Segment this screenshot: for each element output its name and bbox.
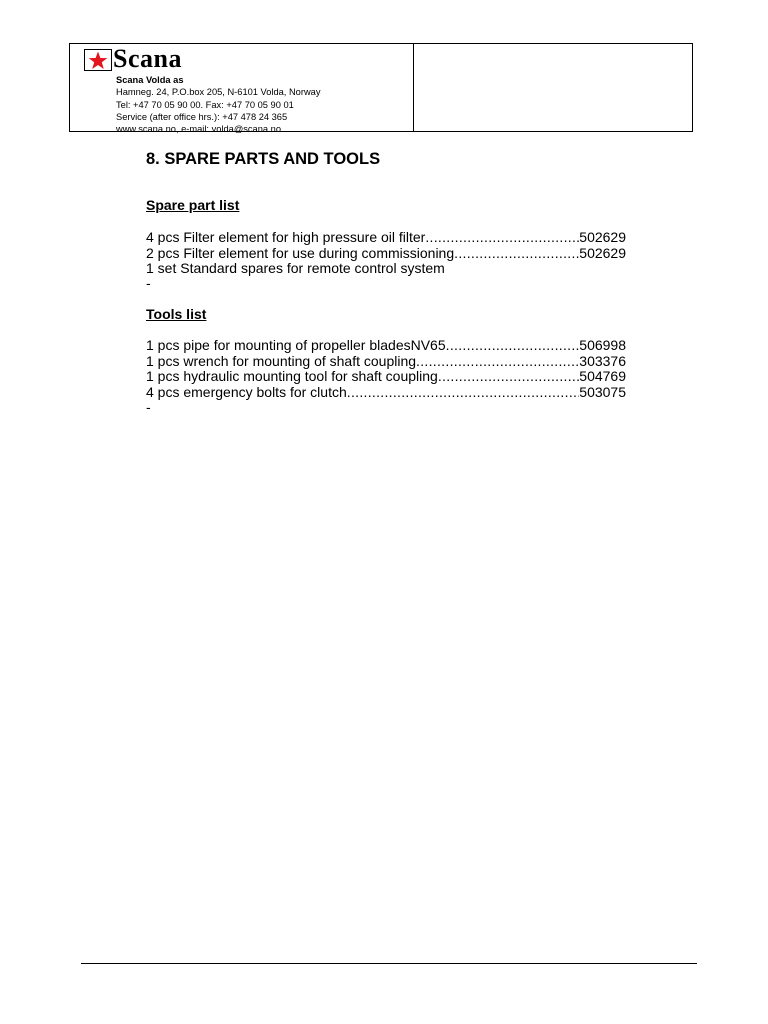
address-line: Hamneg. 24, P.O.box 205, N-6101 Volda, Norway bbox=[116, 87, 321, 98]
item-part-number: 502629 bbox=[579, 229, 626, 245]
letterhead-company-cell bbox=[70, 44, 414, 135]
list-item bbox=[146, 261, 626, 277]
item-description: 2 pcs Filter element for use during commissioning bbox=[146, 244, 455, 261]
list-item bbox=[146, 385, 626, 401]
scana-logo bbox=[84, 46, 182, 72]
logo-star-box bbox=[84, 49, 112, 71]
tools-list bbox=[146, 338, 626, 400]
item-part-number: 506998 bbox=[579, 337, 626, 353]
leader-dots bbox=[416, 354, 579, 370]
web-email-line: www.scana.no, e-mail: volda@scana.no bbox=[116, 124, 281, 135]
list-item bbox=[146, 369, 626, 385]
spare-part-list bbox=[146, 230, 626, 277]
footer-divider bbox=[81, 963, 697, 964]
company-name: Scana Volda as bbox=[116, 75, 184, 85]
item-part-number: 502629 bbox=[579, 244, 626, 261]
list-item bbox=[146, 246, 626, 262]
tools-list-trailing-dash: - bbox=[146, 399, 151, 415]
letterhead bbox=[69, 43, 693, 135]
item-description: 1 pcs pipe for mounting of propeller bladesNV65 bbox=[146, 337, 446, 353]
list-item bbox=[146, 338, 626, 354]
star-icon bbox=[88, 51, 108, 70]
phone-line: Tel: +47 70 05 90 00. Fax: +47 70 05 90 01 bbox=[116, 99, 294, 110]
leader-dots bbox=[438, 369, 579, 385]
tools-list-heading: Tools list bbox=[146, 306, 207, 322]
item-part-number: 504769 bbox=[579, 368, 626, 385]
leader-dots bbox=[347, 385, 580, 401]
logo-text: Scana bbox=[113, 44, 182, 73]
item-part-number: 503075 bbox=[579, 383, 626, 400]
spare-list-trailing-dash: - bbox=[146, 275, 151, 291]
star-shape bbox=[89, 51, 108, 69]
item-description: 1 pcs wrench for mounting of shaft coupling bbox=[146, 352, 417, 369]
leader-dots bbox=[446, 338, 580, 354]
service-line: Service (after office hrs.): +47 478 24 365 bbox=[116, 111, 288, 122]
section-title: 8. SPARE PARTS AND TOOLS bbox=[146, 150, 381, 168]
item-description: 1 pcs hydraulic mounting tool for shaft coupling bbox=[146, 368, 438, 385]
list-item bbox=[146, 230, 626, 246]
item-description: 4 pcs emergency bolts for clutch bbox=[146, 383, 347, 400]
spare-part-list-heading: Spare part list bbox=[146, 197, 240, 213]
item-part-number: 303376 bbox=[579, 352, 626, 369]
list-item bbox=[146, 354, 626, 370]
item-description: 1 set Standard spares for remote control system bbox=[146, 260, 445, 277]
company-address-block bbox=[116, 74, 320, 135]
leader-dots bbox=[454, 246, 579, 262]
item-description: 4 pcs Filter element for high pressure oil filter bbox=[146, 229, 426, 245]
leader-dots bbox=[425, 230, 579, 246]
letterhead-empty-cell bbox=[414, 44, 692, 131]
